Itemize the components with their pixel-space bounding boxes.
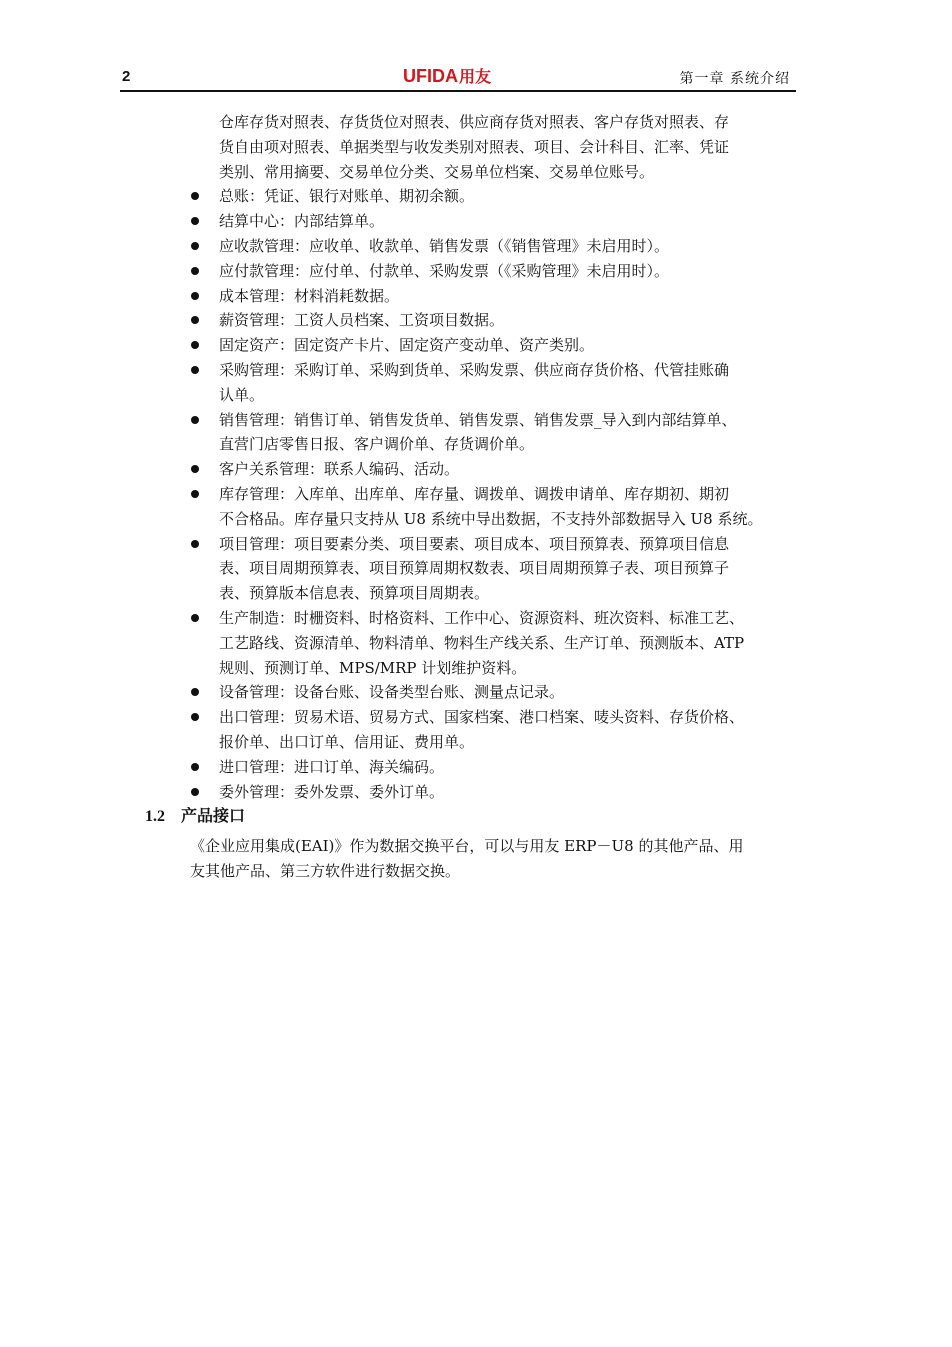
section-heading: [145, 803, 245, 826]
ufida-logo: [403, 64, 491, 87]
bullet-icon: [191, 316, 199, 324]
intro-line: 仓库存货对照表、存货货位对照表、供应商存货对照表、客户存货对照表、存: [219, 113, 730, 131]
list-item: 库存管理：入库单、出库单、库存量、调拨单、调拨申请单、库存期初、期初: [219, 485, 730, 503]
list-item: 出口管理：贸易术语、贸易方式、国家档案、港口档案、唛头资料、存货价格、: [219, 708, 745, 727]
intro-line: 类别、常用摘要、交易单位分类、交易单位档案、交易单位账号。: [219, 162, 655, 181]
paragraph-line: 友其他产品、第三方软件进行数据交换。: [190, 861, 461, 880]
page-number: 2: [122, 68, 131, 85]
list-item: 销售管理：销售订单、销售发货单、销售发票、销售发票_导入到内部结算单、: [219, 410, 737, 429]
list-item: 项目管理：项目要素分类、项目要素、项目成本、项目预算表、预算项目信息: [219, 534, 730, 553]
bullet-icon: [191, 713, 199, 721]
page-header: [120, 62, 796, 92]
list-item: 报价单、出口订单、信用证、费用单。: [219, 733, 475, 751]
logo-latin: UFIDA: [403, 66, 458, 86]
section-title: 产品接口: [181, 808, 246, 825]
section-number: 1.2: [145, 808, 165, 825]
bullet-icon: [191, 788, 199, 796]
list-item: 固定资产：固定资产卡片、固定资产变动单、资产类别。: [219, 336, 595, 355]
bullet-icon: [191, 465, 199, 473]
bullet-icon: [191, 416, 199, 424]
list-item: 直营门店零售日报、客户调价单、存货调价单。: [219, 435, 535, 454]
list-item: 设备管理：设备台账、设备类型台账、测量点记录。: [219, 683, 565, 702]
bullet-icon: [191, 242, 199, 250]
bullet-icon: [191, 217, 199, 225]
intro-line: 货自由项对照表、单据类型与收发类别对照表、项目、会计科目、汇率、凭证: [219, 137, 730, 156]
bullet-icon: [191, 341, 199, 349]
bullet-icon: [191, 366, 199, 374]
bullet-icon: [191, 614, 199, 622]
bullet-icon: [191, 267, 199, 275]
list-item: 客户关系管理：联系人编码、活动。: [219, 460, 460, 479]
bullet-icon: [191, 490, 199, 498]
list-item: 应付款管理：应付单、付款单、采购发票（《采购管理》未启用时）。: [219, 261, 670, 280]
bullet-icon: [191, 292, 199, 300]
list-item: 生产制造：时栅资料、时格资料、工作中心、资源资料、班次资料、标准工艺、: [219, 609, 745, 627]
paragraph-line: 《企业应用集成(EAI)》作为数据交换平台，可以与用友 ERP－U8 的其他产品、用: [190, 837, 744, 855]
list-item: 表、预算版本信息表、预算项目周期表。: [219, 584, 490, 603]
bullet-icon: [191, 192, 199, 200]
chapter-title: 第一章 系统介绍: [679, 71, 790, 87]
list-item: 采购管理：采购订单、采购到货单、采购发票、供应商存货价格、代管挂账确: [219, 361, 730, 379]
list-item: 委外管理：委外发票、委外订单。: [219, 782, 445, 801]
list-item: 规则、预测订单、MPS/MRP 计划维护资料。: [219, 658, 527, 677]
list-item: 成本管理：材料消耗数据。: [219, 286, 400, 305]
list-item: 进口管理：进口订单、海关编码。: [219, 757, 445, 776]
bullet-icon: [191, 763, 199, 771]
list-item: 应收款管理：应收单、收款单、销售发票（《销售管理》未启用时）。: [219, 237, 670, 255]
list-item: 结算中心：内部结算单。: [219, 212, 385, 231]
list-item: 不合格品。库存量只支持从 U8 系统中导出数据，不支持外部数据导入 U8 系统。: [219, 509, 763, 528]
list-item: 薪资管理：工资人员档案、工资项目数据。: [219, 311, 505, 330]
logo-chinese: 用友: [459, 69, 492, 86]
list-item: 工艺路线、资源清单、物料清单、物料生产线关系、生产订单、预测版本、ATP: [219, 633, 745, 652]
bullet-icon: [191, 540, 199, 548]
list-item: 认单。: [219, 385, 265, 404]
bullet-icon: [191, 688, 199, 696]
list-item: 总账：凭证、银行对账单、期初余额。: [219, 187, 475, 206]
list-item: 表、项目周期预算表、项目预算周期权数表、项目周期预算子表、项目预算子: [219, 559, 730, 578]
